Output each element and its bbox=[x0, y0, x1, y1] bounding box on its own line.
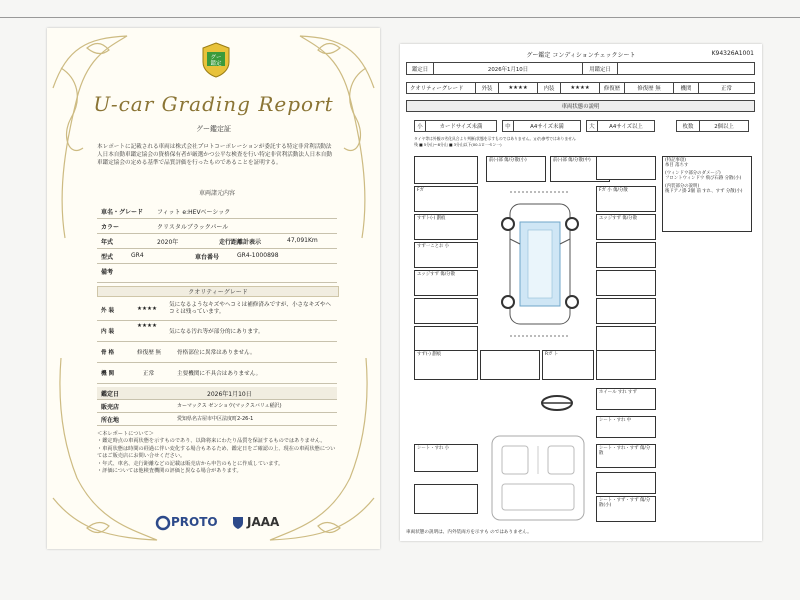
count-value-cell: 2個以上 bbox=[699, 120, 749, 132]
part-box-front-fender: 前(-)部 傷/分散(小) bbox=[486, 156, 546, 182]
part-box-door-lh2: すず一ことお 小 bbox=[414, 242, 478, 268]
int-value-cell: ★★★★ bbox=[560, 82, 600, 94]
part-box-rear-lh bbox=[414, 298, 478, 324]
part-box-front-top: 前(-)部 傷/分散(中) bbox=[550, 156, 610, 182]
shop-value-cell bbox=[617, 62, 755, 75]
part-box-rear-right bbox=[596, 350, 656, 380]
part-box-door-lh3: エッジすず 傷/分散 bbox=[414, 270, 478, 296]
special-notes-box: (特記事項) 糸目 落ちす (ウィンドウ部分のダメージ) フロントウィンドウ 飛び石跡 分散(小) (内装部分の説明) 後ドアノ掛 2個 前 すれ、すず 分散(小) bbox=[662, 156, 752, 232]
jaaa-logo-text: JAAA bbox=[247, 515, 280, 529]
condition-check-sheet bbox=[400, 44, 762, 541]
grading-report-certificate bbox=[47, 28, 380, 549]
grade-label-cell: クオリティーグレード bbox=[406, 82, 476, 94]
report-title: U-car Grading Report bbox=[93, 92, 334, 116]
vehicle-model-row: 型式 GR4 車台番号 GR4-1000898 bbox=[97, 249, 337, 264]
part-box-rear-rh bbox=[596, 298, 656, 324]
interior-box-4: シート・すれ・すず 傷/分散 bbox=[596, 444, 656, 468]
part-box-rear-center: Rガ ト bbox=[542, 350, 594, 380]
legend-mid-key: 中 bbox=[502, 120, 514, 132]
steering-wheel-icon bbox=[540, 394, 574, 412]
part-box-door-rh1: エッジすず 傷/分散 bbox=[596, 214, 656, 240]
int-label-cell: 内装 bbox=[537, 82, 561, 94]
part-box-front-rh: Fガ 小 傷/分散 bbox=[596, 186, 656, 212]
vehicle-color-row: カラー クリスタルブラックパール bbox=[97, 219, 337, 234]
legend-large-value: A4サイズ以上 bbox=[597, 120, 655, 132]
vehicle-remarks-row: 備考 bbox=[97, 264, 337, 283]
sheet-footer-note: 車両状態の説明は、内外装両方を示すも のではありません。 bbox=[406, 530, 532, 535]
quality-row-engine: 機 関 正常 主要機関に不具合はありません。 bbox=[97, 363, 337, 384]
shop-row: 販売店 カーマックス ゼンショウ(マックスバリュ稲沢) bbox=[97, 400, 337, 413]
car-top-diagram bbox=[490, 184, 590, 344]
report-subtitle: グー鑑定証 bbox=[196, 125, 231, 133]
count-label-cell: 枚数 bbox=[676, 120, 700, 132]
interior-box-7 bbox=[414, 484, 478, 514]
legend-large-key: 大 bbox=[586, 120, 598, 132]
ext-label-cell: 外装 bbox=[475, 82, 499, 94]
part-box-rear-rh2 bbox=[596, 326, 656, 352]
part-box-front-right bbox=[596, 156, 656, 180]
address-row: 所在地 愛知県名古屋市中区法度町2-26-1 bbox=[97, 413, 337, 426]
intro-paragraph: 本レポートに記載される車両は株式会社プロトコーポレーションが委託する特定非営利活動法人日本自動車鑑定協会の資格保有者が厳選かつ公平な検査を行い特定非営利活動法人日本自動車鑑定協会の定める基準で品質評価を行ったものであることを証明する。 bbox=[97, 144, 332, 166]
repair-value-cell: 修復歴 無 bbox=[624, 82, 674, 94]
quality-section-title: クオリティーグレード bbox=[97, 286, 339, 297]
quality-row-exterior: 外 装 ★★★★ 気になるようなキズやヘコミは補修済みですが、小さなキズやヘコミは残っています。 bbox=[97, 300, 337, 321]
sheet-title: グー鑑定 コンディションチェックシート bbox=[526, 52, 636, 59]
svg-text:グー: グー bbox=[210, 55, 222, 61]
engine-value-cell: 正常 bbox=[698, 82, 755, 94]
part-box-door-rh3 bbox=[596, 270, 656, 296]
quality-row-interior: 内 装 ★★★★ 気になる汚れ等が部分的にあります。 bbox=[97, 321, 337, 342]
part-box-front-left-top bbox=[414, 156, 478, 184]
repair-label-cell: 修復歴 bbox=[599, 82, 625, 94]
proto-logo-text: PROTO bbox=[171, 515, 218, 529]
interior-box-5 bbox=[596, 472, 656, 494]
interior-seat-diagram bbox=[486, 432, 590, 524]
interior-box-6: シート・すず・すず 傷/分散(小) bbox=[596, 496, 656, 522]
svg-text:鑑定: 鑑定 bbox=[210, 61, 222, 67]
vehicle-section-title: 車両諸元内容 bbox=[198, 190, 235, 197]
part-box-door-lh1: すずト(-) 劃痕 bbox=[414, 214, 478, 240]
interior-box-2: シート・すれ 中 bbox=[596, 416, 656, 438]
footer-logos bbox=[155, 513, 355, 533]
ext-value-cell: ★★★★ bbox=[498, 82, 538, 94]
sheet-id: K94326A1001 bbox=[711, 50, 754, 57]
proto-logo-icon bbox=[155, 515, 171, 531]
engine-label-cell: 機関 bbox=[673, 82, 699, 94]
date-value-cell: 2026年1月10日 bbox=[433, 62, 583, 75]
status-section-title: 車両状態の説明 bbox=[406, 100, 755, 112]
part-box-door-rh2 bbox=[596, 242, 656, 268]
legend-small-value: カードサイズ未満 bbox=[425, 120, 497, 132]
report-notes: ＜本レポートについて＞ ・鑑定時点の車両状態を示すものであり、以降将来にわたり品質を保証するものではありません。 ・車両状態は時間の経過に伴い変化する場合もあるため、鑑定日をご確認の上、現在の車両状態についてはご販売店にお問い合せください。 ・年式、車名、走行距離などの記載は販売店から申告のもとに作成しています。 ・評価については他検査機関の評価と異なる場合があります。 bbox=[97, 431, 336, 475]
interior-box-3: シート・すれ 小 bbox=[414, 444, 478, 472]
legend-small-key: 小 bbox=[414, 120, 426, 132]
part-box-rear-mid bbox=[480, 350, 540, 380]
part-box-rear-lh2 bbox=[414, 326, 478, 352]
tire-note: タイヤ等は外観の劣化具合より判断(状態を示すものではありません。)(ガ)参考ではありません 残 ■ 5分山〜8分山 ■ 3分山以下(00.1ロ一セン一) bbox=[414, 136, 576, 147]
jaaa-logo-icon bbox=[231, 515, 245, 531]
shop-label-cell: 用鑑定日 bbox=[582, 62, 618, 75]
goo-appraisal-badge-icon bbox=[201, 42, 231, 78]
date-label-cell: 鑑定日 bbox=[406, 62, 434, 75]
part-box-rear-bottom: すず(-) 劃痕 bbox=[414, 350, 478, 380]
part-box-bumper-lh: Fガ bbox=[414, 186, 478, 212]
quality-row-frame: 骨 格 修復歴 無 骨格部位に異常はありません。 bbox=[97, 342, 337, 363]
interior-box-1: ホイール すれ すず bbox=[596, 388, 656, 410]
vehicle-name-row: 車名・グレード フィット e:HEVベーシック bbox=[97, 204, 337, 219]
vehicle-year-row: 年式 2020年 走行距離計表示 47,091Km bbox=[97, 234, 337, 249]
top-divider-line bbox=[0, 17, 800, 18]
appraisal-date-row: 鑑定日 2026年1月10日 bbox=[97, 387, 337, 400]
legend-mid-value: A4サイズ未満 bbox=[513, 120, 581, 132]
